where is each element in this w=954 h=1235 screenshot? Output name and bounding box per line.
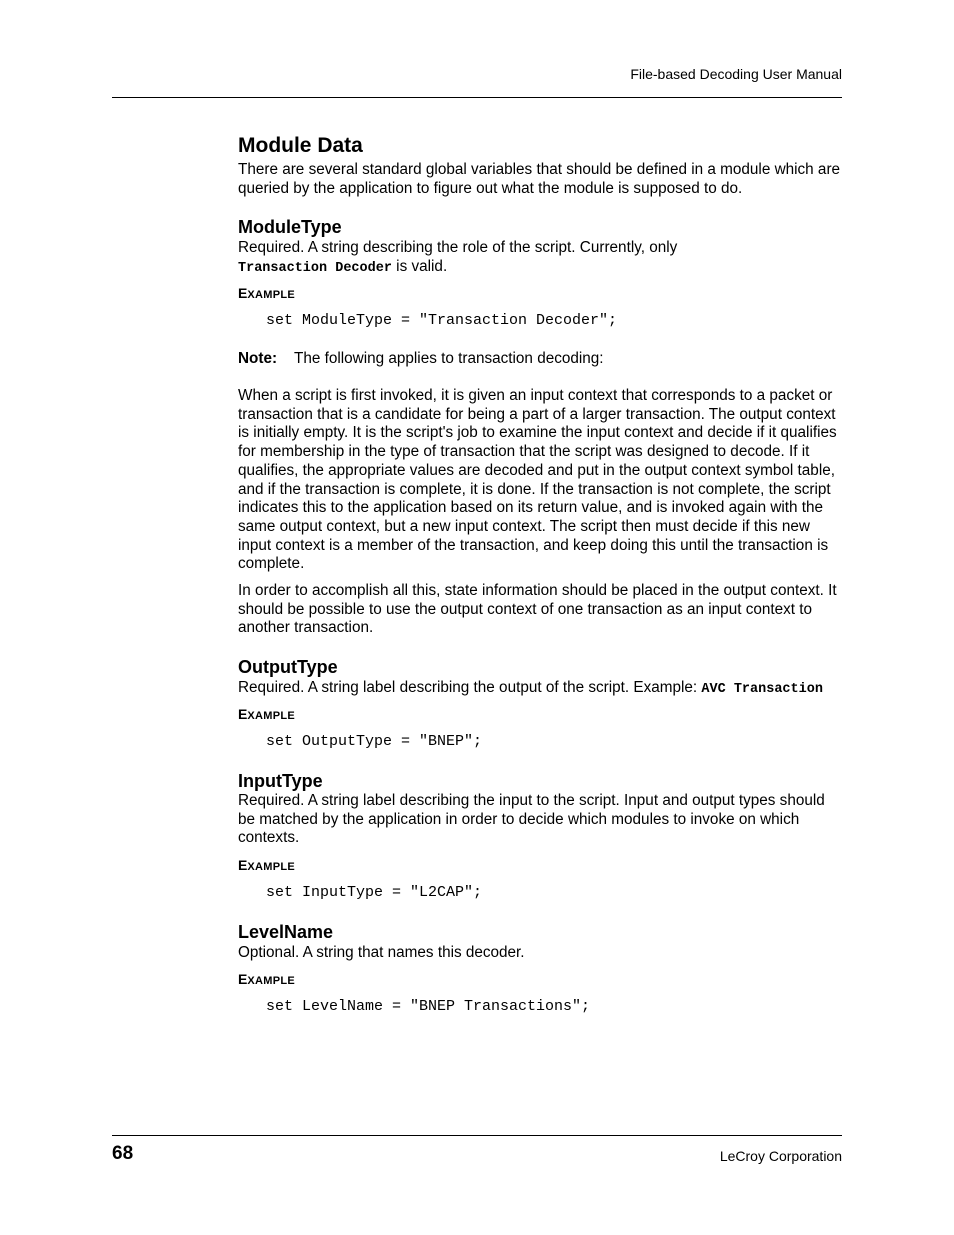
body-paragraph-text: In order to accomplish all this, state information should be placed in the output context. It should be possible to use the output context of one transaction as an input context to another transaction. bbox=[238, 582, 837, 637]
section-intro bbox=[238, 161, 844, 198]
levelname-heading: LevelName bbox=[238, 922, 334, 942]
levelname-example-label: EXAMPLE bbox=[238, 971, 295, 987]
body-paragraph-1 bbox=[238, 387, 844, 574]
body-paragraph-text: When a script is first invoked, it is given an input context that corresponds to a packet or transaction that is a candidate for being a part of a larger transaction. The output context is initially empty. It is the script's job to examine the input context and decide if it qualifies for membership in the type of transaction that the script was designed to decode. If it qualifies, the appropriate values are decoded and put in the output context symbol table, and if the transaction is complete, it is done. If the transaction is not complete, the script indicates this to the application based on its return value, and is invoked again with the same output context, but a new input context. The script then must decide if this new input context is a member of the transaction, and keep doing this until the transaction is complete. bbox=[238, 387, 837, 573]
running-header-title: File-based Decoding User Manual bbox=[630, 66, 842, 82]
moduletype-desc-code: Transaction Decoder bbox=[238, 260, 392, 276]
moduletype-desc-text: Required. A string describing the role of the script. Currently, only bbox=[238, 239, 678, 256]
footer-company: LeCroy Corporation bbox=[719, 1148, 842, 1164]
outputtype-heading: OutputType bbox=[238, 657, 338, 677]
header-rule bbox=[112, 97, 842, 98]
moduletype-description bbox=[238, 239, 844, 278]
moduletype-heading: ModuleType bbox=[238, 217, 342, 237]
note bbox=[238, 350, 604, 368]
outputtype-example-code: set OutputType = "BNEP"; bbox=[266, 733, 483, 750]
outputtype-desc-code: AVC Transaction bbox=[701, 682, 823, 697]
body-paragraph-2 bbox=[238, 582, 844, 638]
moduletype-desc-post: is valid. bbox=[391, 257, 448, 275]
outputtype-desc-text: Required. A string label describing the output of the script. Example: bbox=[238, 679, 702, 696]
section-title: Module Data bbox=[238, 134, 363, 157]
inputtype-example-label: EXAMPLE bbox=[238, 857, 295, 873]
inputtype-desc-text: Required. A string label describing the input to the script. Input and output types should be matched by the application in order to decide which modules to invoke on which contexts. bbox=[238, 792, 825, 847]
note-text: The following applies to transaction decoding: bbox=[294, 350, 604, 367]
moduletype-example-code: set ModuleType = "Transaction Decoder"; bbox=[266, 312, 618, 329]
inputtype-heading: InputType bbox=[238, 771, 323, 791]
outputtype-example-label: EXAMPLE bbox=[238, 706, 295, 722]
moduletype-example-label: EXAMPLE bbox=[238, 285, 295, 301]
inputtype-description bbox=[238, 792, 844, 848]
note-label: Note: bbox=[238, 350, 278, 367]
levelname-desc-text: Optional. A string that names this decoder. bbox=[238, 944, 525, 961]
inputtype-example-code: set InputType = "L2CAP"; bbox=[266, 884, 483, 901]
footer-rule bbox=[112, 1135, 842, 1136]
section-intro-text: There are several standard global variables that should be defined in a module which are queried by the application to figure out what the module is supposed to do. bbox=[238, 161, 841, 197]
levelname-description bbox=[238, 944, 844, 963]
page-number: 68 bbox=[112, 1143, 134, 1164]
outputtype-description bbox=[238, 679, 858, 700]
levelname-example-code: set LevelName = "BNEP Transactions"; bbox=[266, 998, 591, 1015]
